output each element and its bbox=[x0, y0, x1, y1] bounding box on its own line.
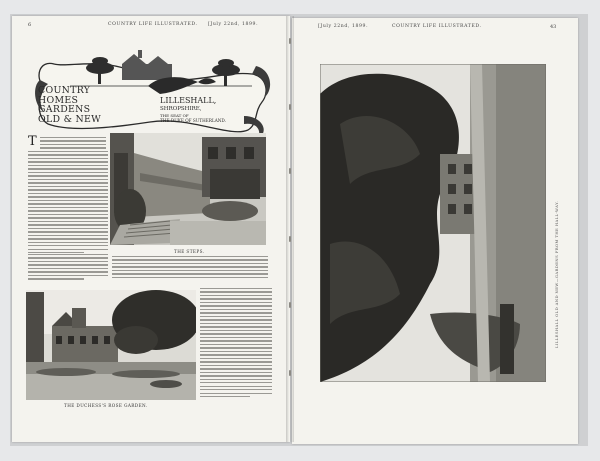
estate-owner-1: THE SEAT OF bbox=[160, 113, 189, 118]
right-running-head: COUNTRY LIFE ILLUSTRATED. bbox=[392, 24, 482, 29]
banner-line-1: COUNTRY bbox=[38, 85, 91, 96]
hall-way-photo bbox=[320, 64, 546, 382]
stitch bbox=[289, 302, 291, 308]
left-running-head: COUNTRY LIFE ILLUSTRATED. bbox=[108, 22, 198, 27]
left-page bbox=[12, 16, 290, 442]
drop-cap: T bbox=[28, 134, 37, 149]
body-text-column-1c bbox=[28, 254, 108, 282]
banner-line-3: GARDENS bbox=[38, 104, 91, 116]
rose-garden-photo bbox=[26, 290, 196, 400]
body-text-column-3 bbox=[200, 288, 272, 400]
left-page-number: 6 bbox=[28, 22, 32, 28]
estate-county: SHROPSHIRE, bbox=[160, 106, 202, 112]
rose-garden-caption: THE DUCHESS'S ROSE GARDEN. bbox=[64, 403, 148, 408]
estate-name: LILLESHALL, bbox=[160, 96, 217, 105]
banner-line-2: HOMES bbox=[38, 94, 79, 106]
estate-owner-2: THE DUKE OF SUTHERLAND. bbox=[160, 118, 226, 123]
stitch bbox=[289, 38, 291, 44]
stitch bbox=[289, 168, 291, 174]
body-text-column-1b bbox=[28, 151, 108, 256]
stitch bbox=[289, 370, 291, 376]
left-date: [July 22nd, 1899. bbox=[208, 22, 259, 27]
right-date: [July 22nd, 1899. bbox=[318, 24, 369, 29]
stitch bbox=[289, 236, 291, 242]
body-text-column-1 bbox=[40, 137, 106, 151]
steps-photo bbox=[110, 133, 266, 245]
banner-series-title bbox=[38, 86, 101, 124]
right-page-number: 43 bbox=[550, 24, 557, 30]
banner-line-4: OLD & NEW bbox=[38, 113, 102, 125]
body-text-column-2 bbox=[112, 256, 268, 280]
stitch bbox=[289, 104, 291, 110]
spine-gutter bbox=[286, 16, 294, 442]
steps-caption: THE STEPS. bbox=[174, 249, 205, 254]
side-caption: LILLESHALL OLD AND NEW—GARDENS FROM THE HALL-WAY. bbox=[554, 200, 559, 348]
right-page bbox=[292, 18, 578, 444]
